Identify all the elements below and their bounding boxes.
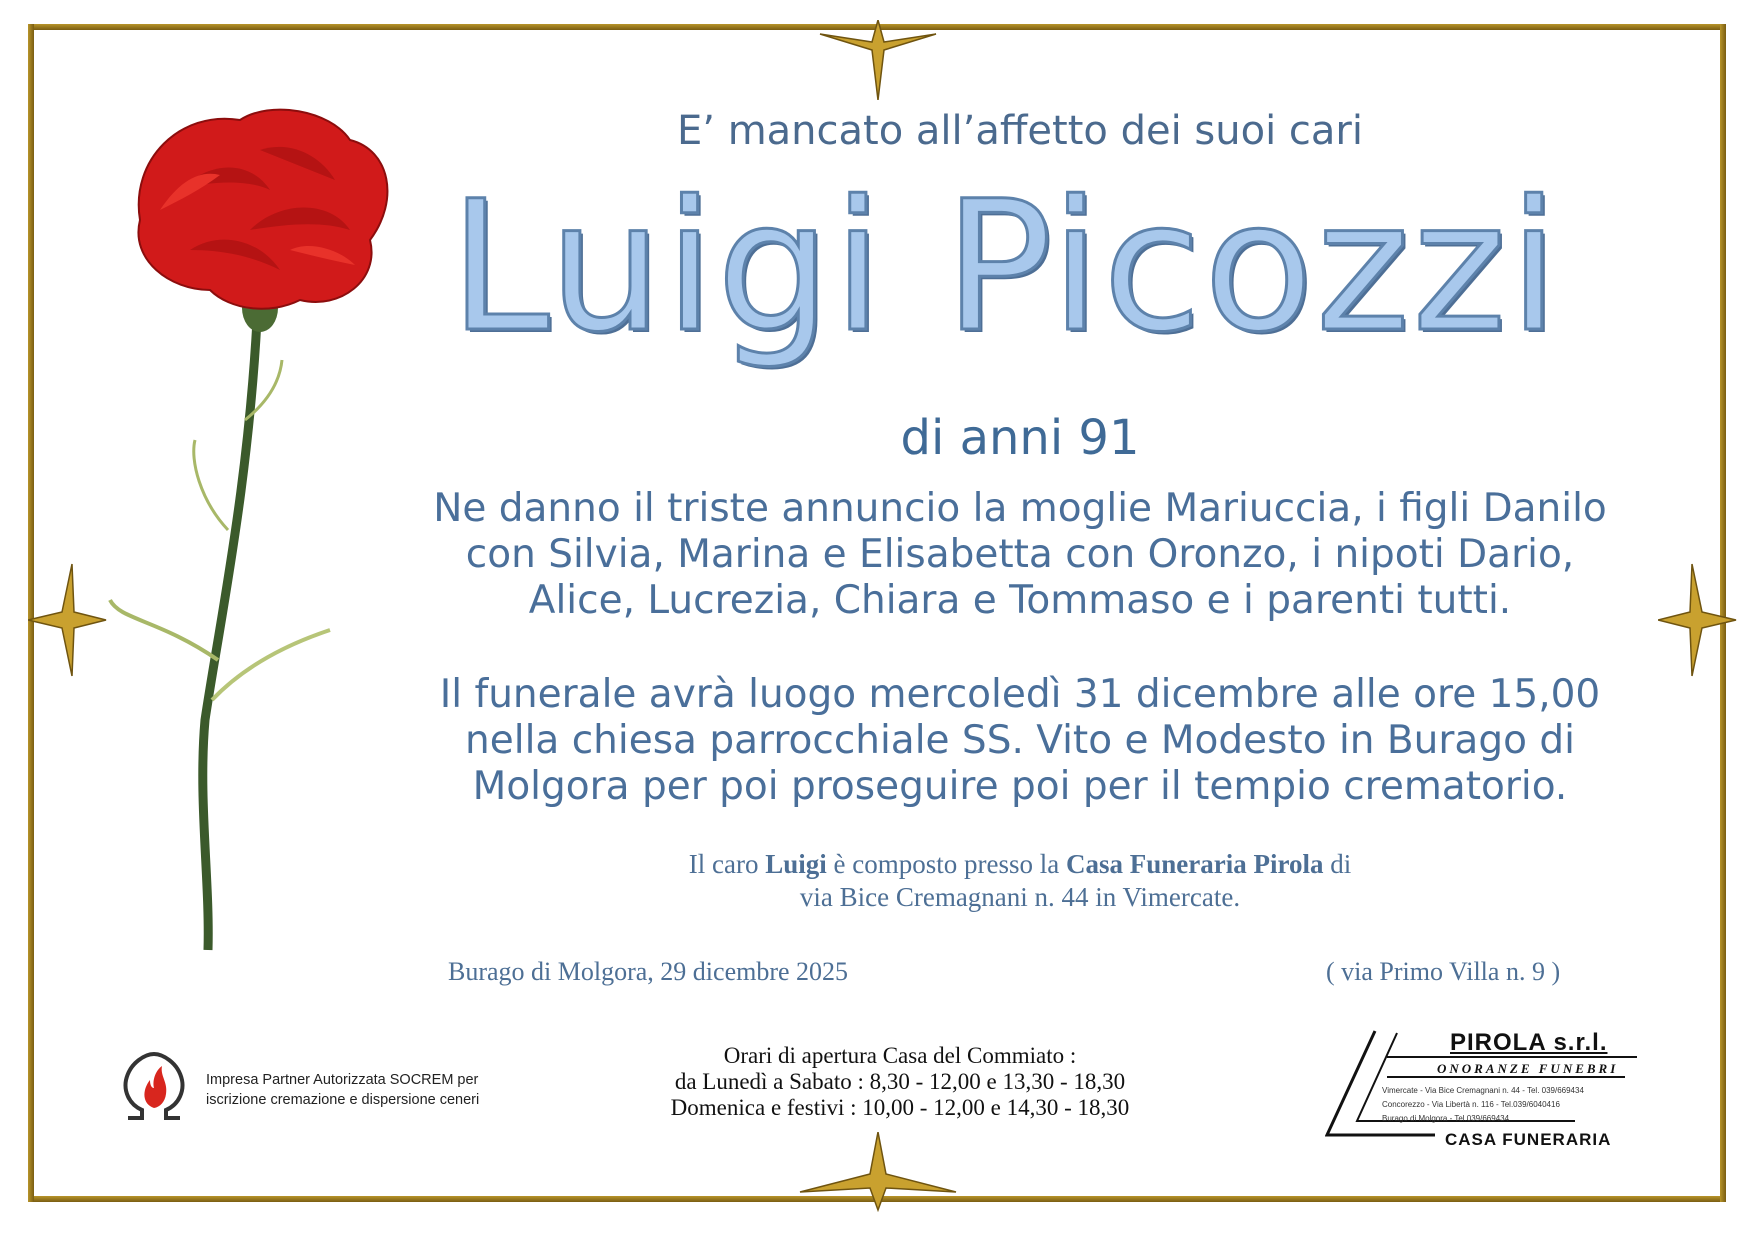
hours-line: Orari di apertura Casa del Commiato : [723, 1043, 1077, 1068]
gold-star-icon [1658, 560, 1738, 680]
composed-place: Casa Funeraria Pirola [1065, 849, 1324, 879]
announcement-text [400, 486, 1640, 624]
announcement-line: con Silvia, Marina e Elisabetta con Oronzo, i nipoti Dario, [465, 532, 1575, 577]
pirola-casa: CASA FUNERARIA [1445, 1130, 1612, 1149]
socrem-text [206, 1070, 479, 1110]
announcement-line: Ne danno il triste annuncio la moglie Mariuccia, i figli Danilo [433, 486, 1607, 531]
pirola-logo [1325, 1025, 1655, 1155]
pirola-name: PIROLA s.r.l. [1450, 1029, 1608, 1056]
hours-line: da Lunedì a Sabato : 8,30 - 12,00 e 13,30 - 18,30 [674, 1069, 1126, 1094]
intro-text: E’ mancato all’affetto dei suoi cari [677, 108, 1363, 154]
socrem-logo-icon [118, 1050, 190, 1122]
place-date: Burago di Molgora, 29 dicembre 2025 [448, 957, 849, 986]
funeral-line: nella chiesa parrocchiale SS. Vito e Modesto in Burago di [465, 718, 1575, 763]
composed-address: via Bice Cremagnani n. 44 in Vimercate. [799, 882, 1241, 912]
socrem-line: iscrizione cremazione e dispersione ceneri [206, 1092, 480, 1108]
composed-part: Il caro [688, 849, 766, 879]
funeral-line: Molgora per poi proseguire poi per il tempio crematorio. [472, 764, 1568, 809]
gold-star-icon [798, 1132, 958, 1212]
composed-text [500, 848, 1540, 914]
gold-star-icon [28, 560, 108, 680]
deceased-age: di anni 91 [900, 410, 1140, 466]
funeral-line: Il funerale avrà luogo mercoledì 31 dicembre alle ore 15,00 [439, 672, 1601, 717]
pirola-contact-line: Concorezzo - Via Libertà n. 116 - Tel.039/6040416 [1382, 1100, 1560, 1109]
deceased-name: Luigi Picozzi [449, 163, 1561, 372]
pirola-contact-line: Burago di Molgora - Tel.039/669434 [1382, 1114, 1510, 1123]
pirola-subtitle: ONORANZE FUNEBRI [1437, 1061, 1619, 1076]
pirola-contact-line: Vimercate - Via Bice Cremagnani n. 44 - Tel. 039/669434 [1382, 1086, 1584, 1095]
gold-star-icon [818, 20, 938, 100]
composed-part: è composto presso la [826, 849, 1066, 879]
announcement-line: Alice, Lucrezia, Chiara e Tommaso e i parenti tutti. [528, 578, 1512, 623]
socrem-line: Impresa Partner Autorizzata SOCREM per [206, 1072, 479, 1088]
funeral-text [400, 672, 1640, 810]
composed-part: di [1323, 849, 1352, 879]
composed-name: Luigi [765, 849, 827, 879]
hours-line: Domenica e festivi : 10,00 - 12,00 e 14,30 - 18,30 [670, 1095, 1130, 1120]
home-address: ( via Primo Villa n. 9 ) [1326, 957, 1561, 986]
opening-hours [640, 1043, 1160, 1121]
